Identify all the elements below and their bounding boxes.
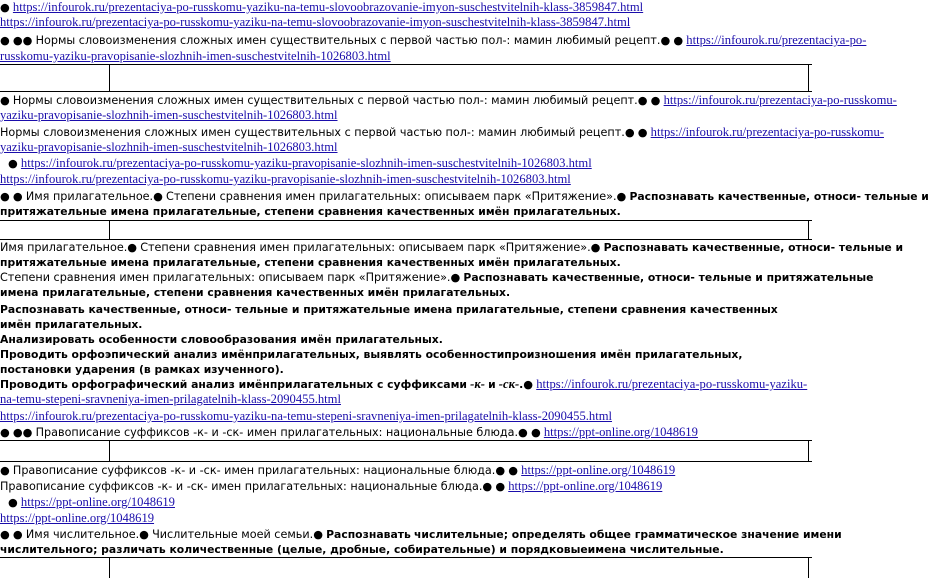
link[interactable]: https://ppt-online.org/1048619 bbox=[0, 511, 155, 525]
bullet-icon: ● bbox=[660, 34, 671, 47]
goal-text: постановки ударения (в рамках изученного). bbox=[0, 363, 284, 376]
text-line bbox=[0, 240, 904, 255]
suffix-text: -к- bbox=[470, 377, 485, 391]
goal-text: Проводить орфоэпический анализ имёнприлагательных, выявлять особенностипроизношения имён прилагательных, bbox=[0, 348, 743, 361]
topic-text: Имя прилагательное. bbox=[25, 190, 154, 203]
goal-text: Распознавать качественные, относи- тельные и bbox=[629, 190, 929, 203]
goal-text: и bbox=[488, 378, 496, 391]
link[interactable]: https://infourok.ru/prezentaciya-po-russkomu- bbox=[663, 93, 897, 107]
text-line bbox=[0, 0, 812, 15]
text-line bbox=[0, 479, 812, 494]
goal-text: притяжательные имена прилагательные, степени сравнения качественных имён прилагательных. bbox=[0, 256, 621, 269]
bullet-icon: ● bbox=[673, 34, 684, 47]
goal-text: Проводить орфографический анализ имёнприлагательных с суффиксами bbox=[0, 378, 467, 391]
table-divider bbox=[808, 65, 809, 91]
text-line bbox=[0, 93, 897, 108]
link[interactable]: https://infourok.ru/prezentaciya-po-russkomu-yaziku-na-temu-stepeni-sravneniya-imen-prilagatelnih-klass-2090455.html bbox=[0, 409, 613, 423]
topic-text: Правописание суффиксов -к- и -ск- имен прилагательных: национальные блюда. bbox=[12, 464, 496, 477]
goal-text: Анализировать особенности словообразования имён прилагательных. bbox=[0, 333, 443, 346]
text-line bbox=[0, 285, 812, 300]
link[interactable]: https://infourok.ru/prezentaciya-po-russkomu-yaziku- bbox=[536, 377, 808, 391]
text-line bbox=[0, 172, 812, 187]
bullet-icon: ● bbox=[12, 190, 23, 203]
bullet-icon: ● bbox=[495, 464, 506, 477]
bullet-icon: ● bbox=[8, 157, 18, 170]
rule-text: Нормы словоизменения сложных имен существительных с первой частью пол-: мамин любимый рецепт. bbox=[12, 94, 638, 107]
goal-text: числительные; определять общее грамматическое значение имени bbox=[413, 528, 842, 541]
table-divider bbox=[109, 65, 110, 91]
goal-text: имена прилагательные, степени сравнения качественных имён прилагательных. bbox=[0, 286, 511, 299]
rule-text: Нормы словоизменения сложных имен существительных с первой частью пол-: мамин любимый рецепт. bbox=[0, 126, 625, 139]
text-line bbox=[0, 108, 812, 123]
text-line bbox=[0, 49, 812, 64]
link[interactable]: yaziku-pravopisanie-slozhnih-imen-suschestvitelnih-1026803.html bbox=[0, 140, 338, 154]
topic-text: Степени сравнения имен прилагательных: описываем парк «Притяжение». bbox=[140, 241, 591, 254]
link[interactable]: https://infourok.ru/prezentaciya-po- bbox=[686, 33, 867, 47]
text-line bbox=[0, 425, 812, 440]
text-line bbox=[0, 527, 842, 542]
text-line bbox=[0, 270, 874, 285]
table-divider bbox=[109, 441, 110, 461]
bullet-icon: ● bbox=[624, 126, 635, 139]
table-divider bbox=[808, 558, 809, 578]
goal-text: Распознавать качественные, относи- тельные и bbox=[603, 241, 904, 254]
table-divider bbox=[109, 221, 110, 239]
bullet-icon: ● bbox=[313, 528, 323, 541]
link[interactable]: https://infourok.ru/prezentaciya-po-russkomu-yaziku-pravopisanie-slozhnih-imen-suschestvitelnih-1026803.html bbox=[20, 156, 592, 170]
link[interactable]: https://ppt-online.org/1048619 bbox=[543, 425, 698, 439]
bullet-icon: ● bbox=[0, 34, 10, 47]
text-line bbox=[0, 332, 812, 347]
link[interactable]: yaziku-pravopisanie-slozhnih-imen-suschestvitelnih-1026803.html bbox=[0, 108, 338, 122]
table-divider bbox=[808, 221, 809, 239]
text-line bbox=[0, 302, 812, 317]
text-line: Проводить орфографический анализ имёнприлагательных с суффиксами -к- и -ск-.● https://infourok.ru/prezentaciya-po-russkomu-yaziku- bbox=[0, 377, 808, 391]
topic-text: Числительные моей семьи. bbox=[152, 528, 314, 541]
link[interactable]: https://ppt-online.org/1048619 bbox=[521, 463, 676, 477]
topic-text: Имя числительное. bbox=[25, 528, 140, 541]
rule-text: Нормы словоизменения сложных имен существительных с первой частью пол-: мамин любимый рецепт. bbox=[35, 34, 661, 47]
text-line bbox=[0, 542, 812, 557]
bullet-icon: ●● bbox=[12, 34, 33, 47]
bullet-icon: ● bbox=[590, 241, 601, 254]
text-line bbox=[0, 189, 929, 204]
table-divider bbox=[109, 558, 110, 578]
goal-text: Распознавать качественные, относи- тельные и притяжательные имена прилагательные, степени сравнения качественных bbox=[0, 303, 778, 316]
goal-text: числительного; различать количественные (целые, дробные, собирательные) и порядковыеимена числительные. bbox=[0, 543, 724, 556]
topic-text: Степени сравнения имен прилагательных: описываем парк «Притяжение». bbox=[166, 190, 617, 203]
topic-text: Степени сравнения имен прилагательных: описываем парк «Притяжение». bbox=[0, 271, 451, 284]
bullet-icon: ● bbox=[12, 528, 23, 541]
text-line bbox=[0, 409, 812, 424]
topic-text: Правописание суффиксов -к- и -ск- имен прилагательных: национальные блюда. bbox=[35, 426, 519, 439]
table-row-empty bbox=[0, 220, 812, 240]
bullet-icon: ● bbox=[0, 190, 10, 203]
bullet-icon: ● bbox=[637, 126, 648, 139]
bullet-icon: ● bbox=[523, 378, 534, 391]
bullet-icon: ● bbox=[0, 528, 10, 541]
link[interactable]: https://infourok.ru/prezentaciya-po-russkomu- bbox=[650, 125, 884, 139]
suffix-text: -ск- bbox=[498, 377, 520, 391]
link[interactable]: https://infourok.ru/prezentaciya-po-russkomu-yaziku-na-temu-slovoobrazovanie-imyon-suschestvitelnih-klass-3859847.html bbox=[12, 0, 644, 14]
bullet-icon: ● bbox=[650, 94, 661, 107]
goal-text: притяжательные имена прилагательные, степени сравнения качественных имён прилагательных. bbox=[0, 205, 621, 218]
text-line bbox=[0, 495, 812, 510]
table-row-empty bbox=[0, 64, 812, 92]
text-line bbox=[0, 156, 812, 171]
link[interactable]: russkomu-yaziku-pravopisanie-slozhnih-imen-suschestvitelnih-1026803.html bbox=[0, 49, 391, 63]
bullet-icon: ● bbox=[0, 1, 10, 14]
text-line bbox=[0, 463, 812, 478]
bullet-icon: ● bbox=[518, 426, 528, 439]
text-line bbox=[0, 362, 812, 377]
goal-text: имён прилагательных. bbox=[0, 318, 143, 331]
link[interactable]: https://infourok.ru/prezentaciya-po-russkomu-yaziku-na-temu-slovoobrazovanie-imyon-suschestvitelnih-klass-3859847.html bbox=[0, 15, 631, 29]
text-line bbox=[0, 140, 812, 155]
text-line bbox=[0, 15, 812, 30]
bullet-icon: ● bbox=[127, 241, 138, 254]
bullet-icon: ● bbox=[139, 528, 149, 541]
bullet-icon: ● bbox=[0, 426, 10, 439]
text-line bbox=[0, 125, 884, 140]
bullet-icon: ● bbox=[495, 480, 506, 493]
goal-text: Распознавать bbox=[326, 528, 411, 541]
text-line bbox=[0, 392, 812, 407]
bullet-icon: ● bbox=[616, 190, 627, 203]
bullet-icon: ● bbox=[530, 426, 541, 439]
text-line bbox=[0, 347, 812, 362]
bullet-icon: ● bbox=[508, 464, 519, 477]
bullet-icon: ● bbox=[637, 94, 648, 107]
bullet-icon: ● bbox=[153, 190, 163, 203]
text-line bbox=[0, 204, 812, 219]
bullet-icon: ● bbox=[0, 464, 10, 477]
table-row-empty bbox=[0, 440, 812, 462]
table-divider bbox=[808, 441, 809, 461]
text-line bbox=[0, 255, 812, 270]
bullet-icon: ● bbox=[0, 94, 10, 107]
bullet-icon: ● bbox=[482, 480, 493, 493]
link[interactable]: na-temu-stepeni-sravneniya-imen-prilagatelnih-klass-2090455.html bbox=[0, 392, 341, 406]
bullet-icon: ● bbox=[450, 271, 461, 284]
topic-text: Правописание суффиксов -к- и -ск- имен прилагательных: национальные блюда. bbox=[0, 480, 483, 493]
bullet-icon: ●● bbox=[12, 426, 33, 439]
link[interactable]: https://ppt-online.org/1048619 bbox=[20, 495, 175, 509]
link[interactable]: https://ppt-online.org/1048619 bbox=[508, 479, 663, 493]
topic-text: Имя прилагательное. bbox=[0, 241, 128, 254]
text-line bbox=[0, 33, 867, 48]
text-line bbox=[0, 317, 812, 332]
text-line bbox=[0, 511, 812, 526]
link[interactable]: https://infourok.ru/prezentaciya-po-russkomu-yaziku-pravopisanie-slozhnih-imen-suschestvitelnih-1026803.html bbox=[0, 172, 571, 186]
bullet-icon: ● bbox=[8, 496, 18, 509]
goal-text: Распознавать качественные, относи- тельные и притяжательные bbox=[463, 271, 874, 284]
table-border bbox=[0, 557, 812, 558]
